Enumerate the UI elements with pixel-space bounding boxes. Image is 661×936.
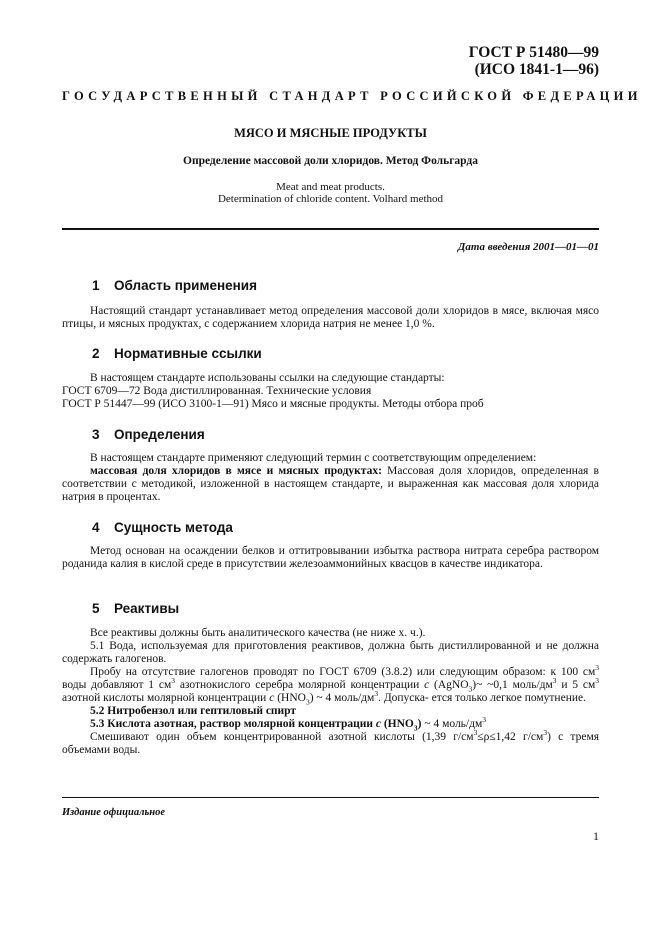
section-4-text: Метод основан на осаждении белков и оттитровывании избытка раствора нитрата серебра раствором роданида калия в кислой среде в присутствии железоаммонийных квасцов в качестве индикатора. (62, 545, 599, 570)
section-number: 2 (92, 346, 100, 361)
defined-term: массовая доля хлоридов в мясе и мясных продуктах: (90, 465, 382, 477)
section-title: Сущность метода (114, 520, 233, 535)
section-title: Область применения (114, 278, 257, 293)
introduction-date: Дата введения 2001—01—01 (457, 241, 599, 253)
section-title: Реактивы (114, 601, 180, 616)
reference-gost-51447: ГОСТ Р 51447—99 (ИСО 3100-1—91) Мясо и мясные продукты. Методы отбора проб (62, 398, 484, 410)
section-title: Нормативные ссылки (114, 346, 262, 361)
section-1-text: Настоящий стандарт устанавливает метод определения массовой доли хлоридов в мясе, включая мясо птицы, и мясных продуктах, с содержанием хлорида натрия не менее 1,0 %. (62, 305, 599, 330)
section-4-heading (62, 520, 233, 535)
english-title (0, 181, 661, 205)
section-2-heading (62, 346, 262, 361)
section-5-text (62, 627, 599, 757)
page-number: 1 (593, 829, 599, 843)
section-1-heading (62, 278, 257, 293)
section-3-intro: В настоящем стандарте применяют следующий термин с соответствующим определением: (90, 452, 537, 464)
document-subtitle: Определение массовой доли хлоридов. Метод Фольгарда (183, 155, 478, 167)
gost-number: ГОСТ Р 51480—99 (468, 44, 599, 61)
section-number: 3 (92, 427, 100, 442)
halogen-test-paragraph: Пробу на отсутствие галогенов проводят по ГОСТ 6709 (3.8.2) или следующим образом: к 100 $см^3$ воды добавляют 1 $см^3$ азотнокислого серебра молярной концентрации c (AgNO$_3$)~ ~0,1 моль/$дм^3$ и 5 $см^3$ азотной кислоты молярной концентрации c $(HNO_3)$ ~ 4 моль/$дм^3$. Допуска- ется только легкое помутнение. (62, 663, 599, 707)
header-divider (62, 228, 599, 230)
state-standard-heading: ГОСУДАРСТВЕННЫЙ СТАНДАРТ РОССИЙСКОЙ ФЕДЕРАЦИИ (62, 89, 642, 103)
section-3-heading (62, 427, 205, 442)
section-2-text (62, 372, 599, 411)
nitric-acid-mixing-paragraph: Смешивают один объем концентрированной азотной кислоты (1,39 $г/см^3\le\rho\le 1,42$ $г/см^3$) с тремя объемами воды. (62, 728, 600, 756)
document-title: МЯСО И МЯСНЫЕ ПРОДУКТЫ (234, 126, 427, 140)
section-number: 4 (92, 520, 100, 535)
english-title-line-2: Determination of chloride content. Volhard method (217, 193, 444, 205)
definition-paragraph (62, 465, 599, 504)
official-edition-label: Издание официальное (62, 807, 166, 818)
clause-5-2: 5.2 Нитробензол или гептиловый спирт (90, 705, 297, 717)
iso-number: (ИСО 1841-1—96) (474, 61, 599, 78)
reference-gost-6709: ГОСТ 6709—72 Вода дистиллированная. Технические условия (62, 385, 372, 397)
footer-divider (62, 797, 599, 798)
section-title: Определения (114, 427, 205, 442)
section-5-heading (62, 601, 179, 616)
document-number (469, 44, 599, 78)
term-definition: Массовая доля хлоридов, определенная в соответствии с методикой, изложенной в настоящем стандарте, и выраженная как массовая доля хлорида натрия в процентах. (62, 465, 599, 503)
reagents-quality-note: Все реактивы должны быть аналитического качества (не ниже х. ч.). (90, 627, 426, 639)
clause-5-3: 5.3 Кислота азотная, раствор молярной концентрации c $(HNO_3)$ ~ 4 моль/$дм^3$ (90, 715, 486, 733)
section-number: 5 (92, 601, 100, 616)
clause-5-1: 5.1 Вода, используемая для приготовления реактивов, должна быть дистиллированной и не должна содержать галогенов. (62, 640, 599, 665)
section-3-text (62, 452, 599, 504)
english-title-line-1: Meat and meat products. (276, 181, 385, 193)
section-number: 1 (92, 278, 100, 293)
section-2-intro: В настоящем стандарте использованы ссылки на следующие стандарты: (90, 372, 445, 384)
